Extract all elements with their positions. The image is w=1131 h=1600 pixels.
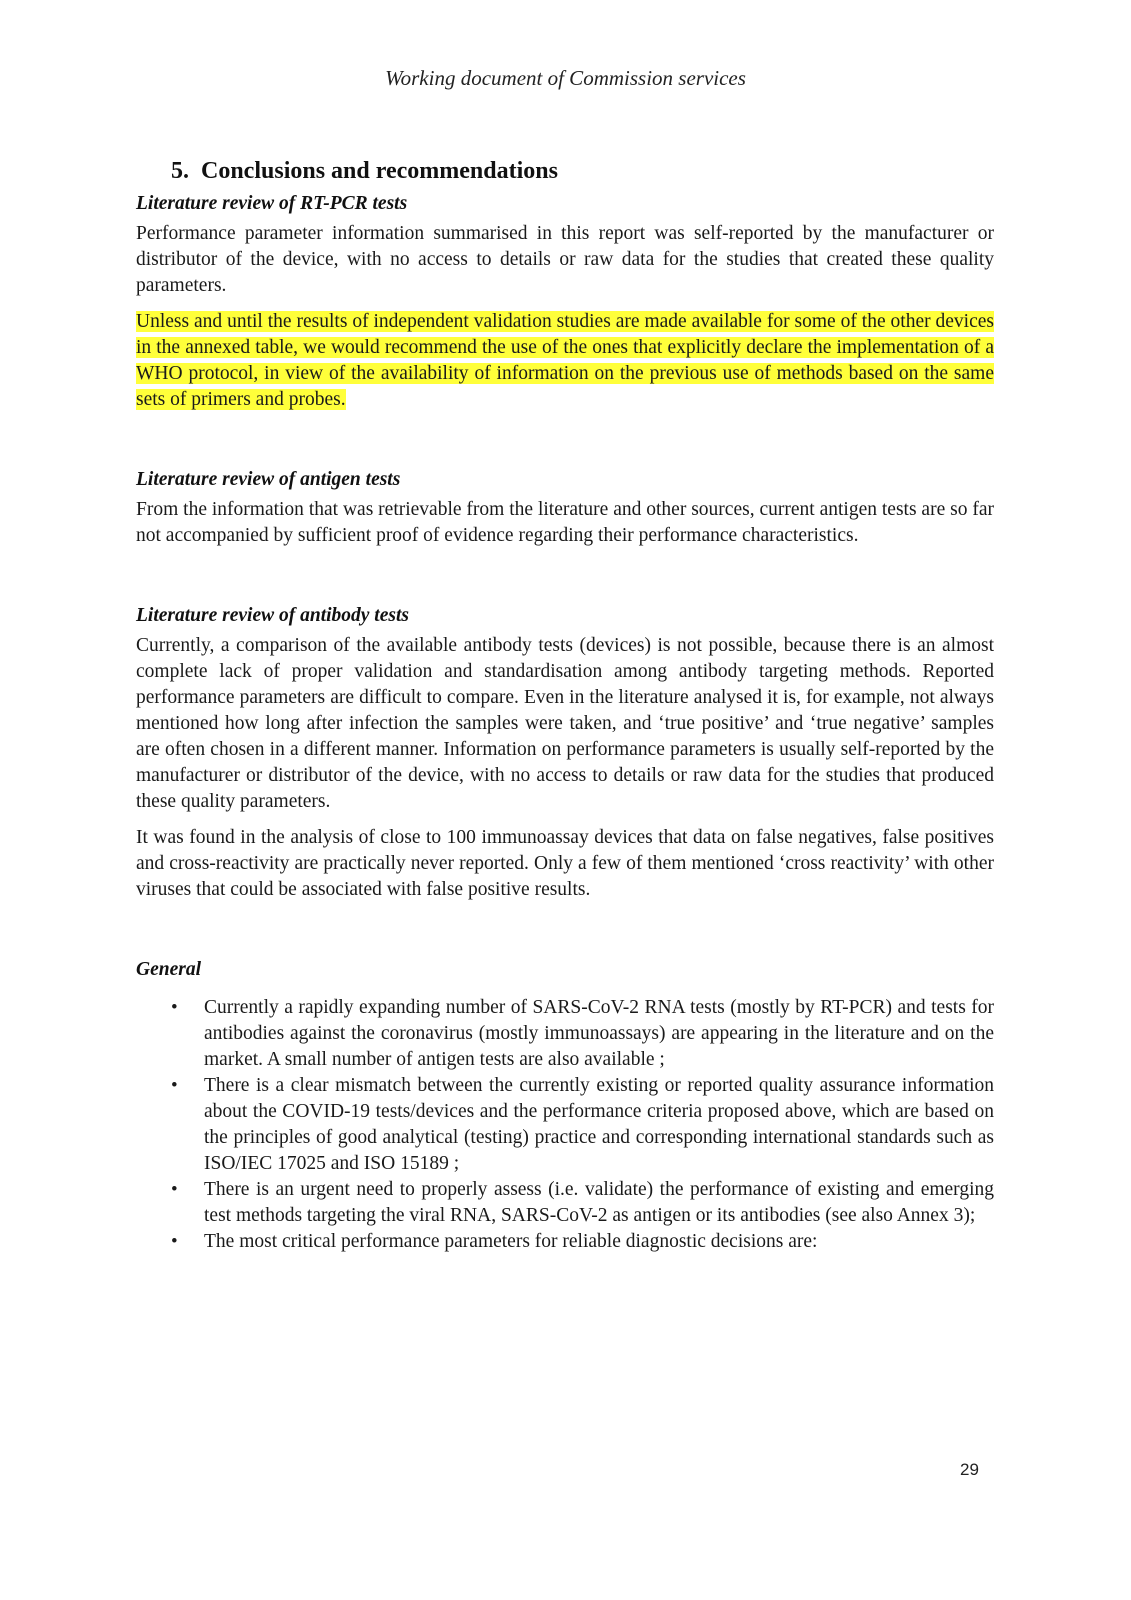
general-bullet-list [136,995,994,1255]
spacer [136,549,994,605]
list-item: • Currently a rapidly expanding number of SARS-CoV-2 RNA tests (mostly by RT-PCR) and tests for antibodies against the coronavirus (mostly immunoassays) are appearing in the literature and on the market. A small number of antigen tests are also available ; [171,997,994,1070]
highlighted-text: Unless and until the results of independent validation studies are made available for some of the other devices in the annexed table, we would recommend the use of the ones that explicitly declare the implementation of a WHO protocol, in view of the availability of information on the previous use of methods based on the same sets of primers and probes. [136,311,994,410]
antibody-paragraph-1: Currently, a comparison of the available antibody tests (devices) is not possible, because there is an almost complete lack of proper validation and standardisation among antibody targeting methods. Reported performance parameters are difficult to compare. Even in the literature analysed it is, for example, not always mentioned how long after infection the samples were taken, and ‘true positive’ and ‘true negative’ samples are often chosen in a different manner. Information on performance parameters is usually self-reported by the manufacturer or distributor of the device, with no access to details or raw data for the studies that produced these quality parameters. [136,635,994,812]
rtpcr-paragraph-1: Performance parameter information summarised in this report was self-reported by the manufacturer or distributor of the device, with no access to details or raw data for the studies that created these quality parameters. [136,223,994,296]
antibody-paragraph-2: It was found in the analysis of close to 100 immunoassay devices that data on false negatives, false positives and cross-reactivity are practically never reported. Only a few of them mentioned ‘cross reactivity’ with other viruses that could be associated with false positive results. [136,827,994,900]
section-title-text: Conclusions and recommendations [201,158,558,184]
antibody-heading: Literature review of antibody tests [136,605,409,626]
bullet-icon: • [171,1231,178,1252]
list-item: • There is an urgent need to properly assess (i.e. validate) the performance of existing and emerging test methods targeting the viral RNA, SARS-CoV-2 as antigen or its antibodies (see also Annex 3); [171,1179,994,1226]
bullet-icon: • [171,1075,178,1096]
rtpcr-heading: Literature review of RT-PCR tests [136,193,408,214]
list-item: • There is a clear mismatch between the currently existing or reported quality assurance information about the COVID-19 tests/devices and the performance criteria proposed above, which are based on the principles of good analytical (testing) practice and corresponding international standards such as ISO/IEC 17025 and ISO 15189 ; [171,1075,994,1174]
spacer [136,903,994,959]
rtpcr-paragraph-2 [136,309,994,413]
section-title [171,158,994,185]
bullet-icon: • [171,1179,178,1200]
bullet-icon: • [171,997,178,1018]
page-content [136,158,994,1255]
antigen-heading: Literature review of antigen tests [136,469,401,490]
page-number: 29 [960,1460,979,1479]
section-number: 5. [171,158,189,184]
general-heading: General [136,959,201,980]
antigen-paragraph-1: From the information that was retrievable from the literature and other sources, current antigen tests are so far not accompanied by sufficient proof of evidence regarding their performance characteristics. [136,499,994,546]
spacer [136,413,994,469]
list-item: • The most critical performance parameters for reliable diagnostic decisions are: [204,1229,994,1255]
running-header: Working document of Commission services [385,66,746,90]
